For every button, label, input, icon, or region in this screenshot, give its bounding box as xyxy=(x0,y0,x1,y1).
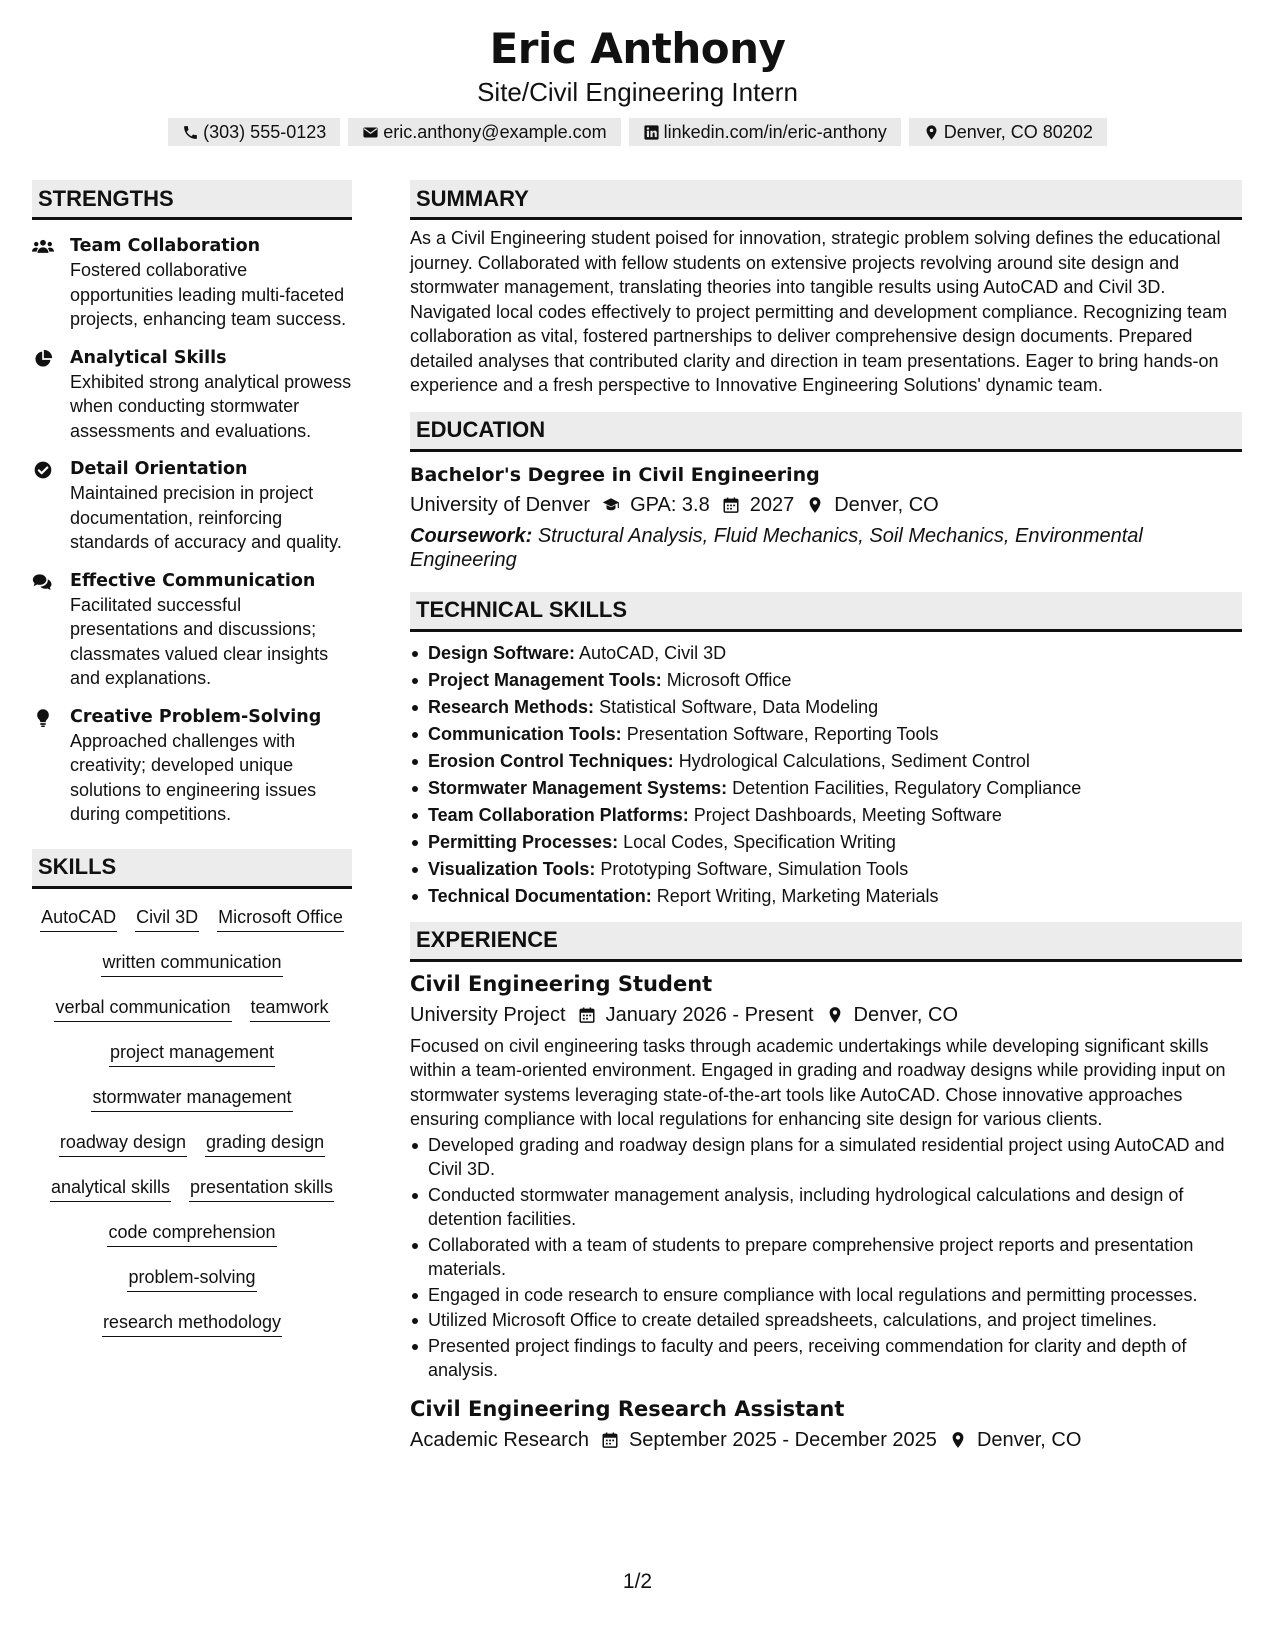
map-pin-icon xyxy=(794,496,834,514)
tech-skill-value: Presentation Software, Reporting Tools xyxy=(626,723,939,744)
skill-tag: code comprehension xyxy=(107,1220,276,1247)
skill-row xyxy=(32,1130,352,1175)
contact-linkedin[interactable] xyxy=(629,118,901,146)
left-column xyxy=(32,180,352,1355)
coursework-list: Structural Analysis, Fluid Mechanics, Soil Mechanics, Environmental Engineering xyxy=(410,524,1143,571)
skill-tag: roadway design xyxy=(59,1130,187,1157)
chart-pie-icon xyxy=(32,346,70,444)
strength-item xyxy=(32,705,352,827)
job-location: Denver, CO xyxy=(853,1003,958,1026)
list-item: Presented project findings to faculty and peers, receiving commendation for clarity and depth of analysis. xyxy=(410,1334,1242,1383)
tech-skill-label: Communication Tools: xyxy=(428,723,622,744)
map-pin-icon xyxy=(923,124,940,141)
education-meta xyxy=(410,490,1242,520)
contact-phone xyxy=(168,118,340,146)
list-item xyxy=(410,775,1242,802)
skill-tag: Microsoft Office xyxy=(217,905,344,932)
skill-row xyxy=(32,1085,352,1130)
contact-email-text[interactable]: eric.anthony@example.com xyxy=(383,121,607,142)
resume-header xyxy=(0,24,1275,146)
strength-item xyxy=(32,346,352,444)
summary-text: As a Civil Engineering student poised for innovation, strategic problem solving defines the educational journey. Collaborated with fellow students on extensive projects revolving around site design and stormwater management, translating theories into tangible results using AutoCAD and Civil 3D. Navigated local codes effectively to project permitting and development compliance. Recognizing team collaboration as vital, fostered partnerships to deliver comprehensive design documents. Prepared detailed analyses that contributed clarity and direction in team presentations. Eager to bring hands-on experience and a fresh perspective to Innovative Engineering Solutions' dynamic team. xyxy=(410,228,1228,395)
skill-tag: teamwork xyxy=(250,995,330,1022)
job-bullets xyxy=(410,1133,1242,1383)
job-location: Denver, CO xyxy=(976,1428,1082,1451)
envelope-icon xyxy=(362,124,379,141)
strength-item xyxy=(32,234,352,332)
skills-list xyxy=(32,905,352,1355)
skill-row xyxy=(32,1265,352,1310)
strength-desc: Facilitated successful presentations and discussions; classmates valued clear insights and explanations. xyxy=(70,594,329,688)
technical-skills-list xyxy=(410,640,1242,910)
tech-skill-label: Research Methods: xyxy=(428,696,595,717)
list-item xyxy=(410,883,1242,910)
skill-row xyxy=(32,1220,352,1265)
strength-desc: Maintained precision in project documentation, reinforcing standards of accuracy and quality. xyxy=(70,483,342,552)
strengths-heading: STRENGTHS xyxy=(32,180,352,220)
calendar-icon xyxy=(589,1431,629,1449)
tech-skill-label: Erosion Control Techniques: xyxy=(428,750,674,771)
calendar-icon xyxy=(710,496,750,514)
skill-row xyxy=(32,1310,352,1355)
map-pin-icon xyxy=(937,1431,977,1449)
tech-skill-label: Project Management Tools: xyxy=(428,669,662,690)
graduation-year: 2027 xyxy=(749,493,795,516)
phone-icon xyxy=(182,124,199,141)
strength-item xyxy=(32,569,352,691)
list-item: Conducted stormwater management analysis, including hydrological calculations and design of detention facilities. xyxy=(410,1183,1242,1232)
check-circle-icon xyxy=(32,457,70,555)
strength-desc: Fostered collaborative opportunities leading multi-faceted projects, enhancing team success. xyxy=(70,260,347,329)
contact-bar xyxy=(0,118,1275,146)
skill-tag: problem-solving xyxy=(127,1265,256,1292)
tech-skill-value: Hydrological Calculations, Sediment Control xyxy=(678,750,1030,771)
job-meta xyxy=(410,1425,1242,1455)
lightbulb-icon xyxy=(32,705,70,827)
list-item xyxy=(410,802,1242,829)
skill-row xyxy=(32,1040,352,1085)
education-location: Denver, CO xyxy=(834,493,939,516)
summary-heading: SUMMARY xyxy=(410,180,1242,220)
users-icon xyxy=(32,234,70,332)
tech-skill-value: Prototyping Software, Simulation Tools xyxy=(600,858,909,879)
list-item xyxy=(410,856,1242,883)
job-dates: September 2025 - December 2025 xyxy=(628,1428,937,1451)
skill-row xyxy=(32,950,352,995)
tech-skill-label: Design Software: xyxy=(428,642,576,663)
comments-icon xyxy=(32,569,70,691)
skill-tag: written communication xyxy=(101,950,282,977)
contact-linkedin-text[interactable]: linkedin.com/in/eric-anthony xyxy=(663,121,887,142)
skill-tag: grading design xyxy=(205,1130,325,1157)
list-item xyxy=(410,640,1242,667)
tech-skill-label: Visualization Tools: xyxy=(428,858,596,879)
linkedin-icon xyxy=(643,124,660,141)
tech-skill-label: Team Collaboration Platforms: xyxy=(428,804,689,825)
tech-skill-value: Project Dashboards, Meeting Software xyxy=(693,804,1002,825)
contact-email[interactable] xyxy=(348,118,620,146)
job-org: Academic Research xyxy=(410,1428,589,1451)
graduation-cap-icon xyxy=(590,496,630,514)
job-org: University Project xyxy=(410,1003,566,1026)
coursework xyxy=(410,524,1242,572)
map-pin-icon xyxy=(814,1006,854,1024)
list-item xyxy=(410,721,1242,748)
contact-location-text: Denver, CO 80202 xyxy=(943,121,1093,142)
experience-heading: EXPERIENCE xyxy=(410,922,1242,962)
tech-skill-value: Local Codes, Specification Writing xyxy=(623,831,896,852)
job-title: Civil Engineering Research Assistant xyxy=(410,1396,845,1421)
skill-tag: presentation skills xyxy=(189,1175,334,1202)
job-dates: January 2026 - Present xyxy=(605,1003,814,1026)
list-item: Developed grading and roadway design plans for a simulated residential project using AutoCAD and Civil 3D. xyxy=(410,1133,1242,1182)
skill-tag: stormwater management xyxy=(91,1085,292,1112)
strength-title: Detail Orientation xyxy=(70,459,248,479)
job-meta xyxy=(410,1000,1242,1030)
tech-skill-value: AutoCAD, Civil 3D xyxy=(579,642,727,663)
list-item xyxy=(410,748,1242,775)
skill-row xyxy=(32,905,352,950)
list-item: Collaborated with a team of students to prepare comprehensive project reports and presentation materials. xyxy=(410,1233,1242,1282)
strength-item xyxy=(32,457,352,555)
strength-title: Analytical Skills xyxy=(70,347,227,368)
strength-title: Effective Communication xyxy=(70,570,316,591)
candidate-role: Site/Civil Engineering Intern xyxy=(477,77,798,107)
education-heading: EDUCATION xyxy=(410,412,1242,452)
strength-title: Team Collaboration xyxy=(70,236,261,256)
skill-row xyxy=(32,1175,352,1220)
list-item: Utilized Microsoft Office to create detailed spreadsheets, calculations, and project timelines. xyxy=(410,1308,1242,1333)
contact-location xyxy=(909,118,1107,146)
skill-tag: AutoCAD xyxy=(40,905,117,932)
skill-tag: verbal communication xyxy=(54,995,231,1022)
tech-skill-value: Report Writing, Marketing Materials xyxy=(656,885,939,906)
page-number: 1/2 xyxy=(622,1570,653,1593)
list-item: Engaged in code research to ensure compliance with local regulations and permitting processes. xyxy=(410,1283,1242,1308)
candidate-name: Eric Anthony xyxy=(489,24,786,73)
skill-tag: analytical skills xyxy=(50,1175,171,1202)
tech-skill-label: Permitting Processes: xyxy=(428,831,619,852)
strength-desc: Approached challenges with creativity; developed unique solutions to engineering issues during competitions. xyxy=(70,730,317,824)
skill-tag: Civil 3D xyxy=(135,905,199,932)
skill-tag: project management xyxy=(109,1040,275,1067)
school-name: University of Denver xyxy=(410,493,591,516)
tech-skill-value: Detention Facilities, Regulatory Compliance xyxy=(732,777,1082,798)
job-title: Civil Engineering Student xyxy=(410,971,713,996)
tech-skill-value: Microsoft Office xyxy=(666,669,792,690)
tech-skill-label: Stormwater Management Systems: xyxy=(428,777,728,798)
list-item xyxy=(410,694,1242,721)
calendar-icon xyxy=(566,1006,606,1024)
list-item xyxy=(410,667,1242,694)
gpa: GPA: 3.8 xyxy=(630,493,710,516)
skill-row xyxy=(32,995,352,1040)
degree-title: Bachelor's Degree in Civil Engineering xyxy=(410,463,820,486)
list-item xyxy=(410,829,1242,856)
job-summary: Focused on civil engineering tasks through academic undertakings while developing significant skills within a team-oriented environment. Engaged in grading and roadway designs while providing input on stormwater systems leveraging state-of-the-art tools like AutoCAD. Chose innovative approaches ensuring compliance with local regulations for enhancing site design for various clients. xyxy=(410,1035,1226,1129)
skill-tag: research methodology xyxy=(102,1310,282,1337)
right-column xyxy=(410,180,1242,1455)
skills-heading: SKILLS xyxy=(32,849,352,889)
tech-skill-value: Statistical Software, Data Modeling xyxy=(599,696,879,717)
strength-desc: Exhibited strong analytical prowess when conducting stormwater assessments and evaluations. xyxy=(70,371,352,441)
coursework-label: Coursework: xyxy=(410,524,533,547)
contact-phone-text: (303) 555-0123 xyxy=(203,121,327,142)
technical-skills-heading: TECHNICAL SKILLS xyxy=(410,592,1242,632)
tech-skill-label: Technical Documentation: xyxy=(428,885,652,906)
strength-title: Creative Problem-Solving xyxy=(70,706,322,727)
